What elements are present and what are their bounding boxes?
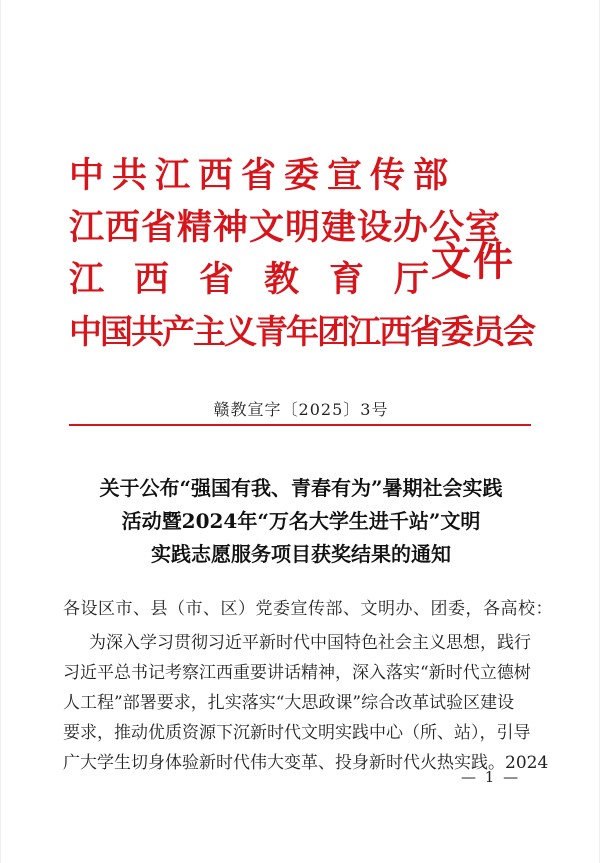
issuer-education-dept: 江西省教育厅 — [69, 259, 460, 300]
body-line: 广大学生切身体验新时代伟大变革、投身新时代火热实践。2024 — [63, 753, 549, 773]
issuer-propaganda-dept: 中共江西省委宣传部 — [69, 155, 457, 196]
title-line: 活动暨2024年“万名大学生进千站”文明 — [121, 509, 481, 533]
document-number: 赣教宣字〔2025〕3号 — [213, 400, 389, 419]
issuer-youth-league: 中国共产主义青年团江西省委员会 — [69, 312, 534, 351]
document-title — [41, 472, 561, 571]
title-line: 实践志愿服务项目获奖结果的通知 — [151, 542, 451, 566]
title-line: 关于公布“强国有我、青春有为”暑期社会实践 — [99, 476, 503, 500]
body-line: 习近平总书记考察江西重要讲话精神，深入落实“新时代立德树 — [63, 663, 531, 683]
document-kind-label: 文件 — [431, 238, 515, 285]
addressee-line: 各设区市、县（市、区）党委宣传部、文明办、团委，各高校： — [63, 599, 553, 619]
body-line: 人工程”部署要求，扎实落实“大思政课”综合改革试验区建设 — [63, 693, 515, 713]
body-line: 要求，推动优质资源下沉新时代文明实践中心（所、站），引导 — [63, 723, 531, 743]
body-line: 为深入学习贯彻习近平新时代中国特色社会主义思想，践行 — [89, 633, 531, 653]
page-number: — 1 — — [461, 768, 521, 786]
body-paragraph — [63, 628, 549, 778]
red-divider-line — [69, 424, 531, 426]
issuer-civilization-office: 江西省精神文明建设办公室 — [69, 207, 502, 248]
